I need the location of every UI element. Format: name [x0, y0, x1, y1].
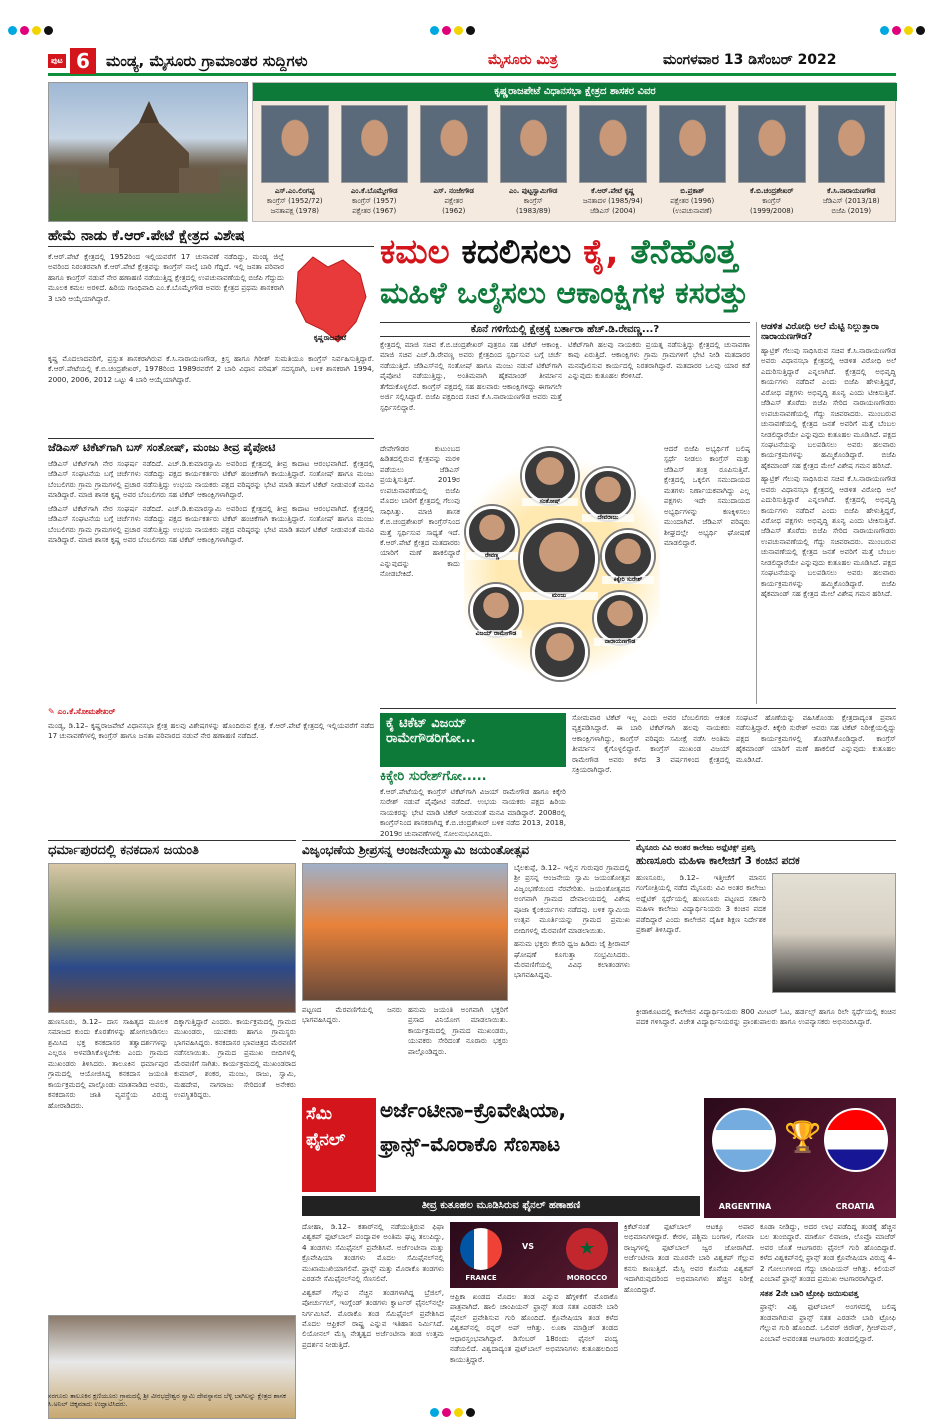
masthead: ಮೈಸೂರು ಮಿತ್ರ	[488, 52, 558, 68]
temple-icon	[49, 83, 249, 223]
athletes-photo	[772, 873, 896, 993]
procession-photo	[302, 863, 508, 1001]
athletics-kicker: ಮೈಸೂರು ವಿವಿ ಅಂತರ ಕಾಲೇಜು ಅಥ್ಲೆಟಿಕ್ಸ್ ಪ್ರಶಸ್ತಿ	[636, 843, 756, 852]
athletics-story	[636, 840, 896, 1094]
legislator-party: ಜನತಾದಳ (1985/94)	[582, 197, 643, 205]
narayana-body	[761, 346, 896, 692]
worldcup-paragraph-3: ಆಫ್ರಿಕಾ ಖಂಡದ ಮೊದಲ ತಂಡ ಎನ್ನುವ ಹೆಗ್ಗಳಿಕೆಗೆ ಮೊರಾಕೊ ಪಾತ್ರವಾಗಿದೆ. ಹಾಲಿ ಚಾಂಪಿಯನ್ ಫ್ರಾನ್ಸ್ ತಂಡ ಸತತ ಎರಡನೇ ಬಾರಿ ಫೈನಲ್ ಪ್ರವೇಶಿಸುವ ಗುರಿ ಹೊಂದಿದೆ. ಕ್ರೊವೇಷಿಯಾ ತಂಡ ಕಳೆದ ವಿಶ್ವಕಪ್‌ನಲ್ಲಿ ರನ್ನರ್ ಅಪ್ ಆಗಿತ್ತು. ಲೂಕಾ ಮಾಡ್ರಿಚ್ ತಂಡದ ಆಧಾರಸ್ತಂಭವಾಗಿದ್ದಾರೆ. ಡಿಸೆಂಬರ್ 18ರಂದು ಫೈನಲ್ ಪಂದ್ಯ ನಡೆಯಲಿದೆ. ವಿಶ್ವದಾದ್ಯಂತ ಫುಟ್‌ಬಾಲ್ ಅಭಿಮಾನಿಗಳು ಕುತೂಹಲದಿಂದ ಕಾಯುತ್ತಿದ್ದಾರೆ.	[450, 1292, 618, 1364]
athletics-title: ಹುಣಸೂರು ಮಹಿಳಾ ಕಾಲೇಜಿಗೆ 3 ಕಂಚಿನ ಪದಕ	[636, 855, 800, 867]
legislators-strip	[252, 82, 896, 222]
congress-headline	[380, 713, 566, 767]
semi-tag: ಸೆಮಿ	[306, 1104, 332, 1124]
worldcup-body-3	[450, 1292, 618, 1402]
santhosh-box	[48, 438, 374, 778]
lead-headline	[380, 232, 896, 318]
worldcup-headline	[380, 1098, 700, 1192]
narayana-kicker: ಆಡಳಿತ ವಿರೋಧಿ ಅಲೆ ಮೆಟ್ಟಿ ನಿಲ್ಲುತ್ತಾರಾ ನಾರಾಯಣಗೌಡ?	[761, 322, 879, 342]
registration-marks-top	[430, 20, 478, 39]
legislator-photo	[738, 105, 806, 183]
legislator-party2: (1999/2008)	[750, 207, 794, 215]
candidate-label: ಸಂತೋಷ್	[522, 498, 578, 506]
hanuman-body-2	[408, 1005, 508, 1095]
history-body	[48, 252, 284, 352]
semi-final-tag	[302, 1098, 376, 1192]
lead-paragraph-1: ಕ್ಷೇತ್ರದಲ್ಲಿ ಮಾಜಿ ಸಚಿವ ಕೆ.ಬಿ.ಚಂದ್ರಶೇಖರ್ ಪುತ್ರರೂ ಸಹ ಟಿಕೆಟ್ ಆಕಾಂಕ್ಷಿ. ಮಾಜಿ ಸಚಿವ ಎಚ್.ಡಿ.ರೇವಣ್ಣ ಅವರು ಕ್ಷೇತ್ರದಿಂದ ಸ್ಪರ್ಧಿಸುವ ಬಗ್ಗೆ ಚರ್ಚೆ ನಡೆಯುತ್ತಿದೆ. ಜೆಡಿಎಸ್‌ನಲ್ಲಿ ಸಂತೋಷ್ ಹಾಗೂ ಮಂಜು ನಡುವೆ ಟಿಕೆಟ್‌ಗಾಗಿ ಪೈಪೋಟಿ ನಡೆಯುತ್ತಿದ್ದು, ಅಂತಿಮವಾಗಿ ಹೈಕಮಾಂಡ್ ತೀರ್ಮಾನ ತೆಗೆದುಕೊಳ್ಳಲಿದೆ. ಕಾಂಗ್ರೆಸ್ ಪಕ್ಷದಲ್ಲಿ ಸಹ ಹಲವಾರು ಆಕಾಂಕ್ಷಿಗಳಿದ್ದು ಈಗಾಗಲೇ ಅರ್ಜಿ ಸಲ್ಲಿಸಿದ್ದಾರೆ. ಬಿಜೆಪಿ ಪಕ್ಷದಿಂದ ಸಚಿವ ಕೆ.ಸಿ.ನಾರಾಯಣಗೌಡ ಅವರು ಮತ್ತೆ ಸ್ಪರ್ಧಿಸಲಿದ್ದಾರೆ.	[380, 340, 562, 412]
worldcup-paragraph-5: ಕೂಡಾ ನೀಡಿದ್ದು, ಅದರ ಲಾಭ ಪಡೆದಿದ್ದ ತಂಡಕ್ಕೆ ಹೆಚ್ಚಿನ ಬಲ ತುಂಬಿದ್ದಾರೆ. ಮಾರ್ಕೊ ಲಿವಾಜಾ, ಲೊವ್ರೊ ಮಾಜೆರ್ ಅವರ ಜೊತೆ ಆಟಗಾರರು ಫೈನಲ್ ಗುರಿ ಹೊಂದಿದ್ದಾರೆ. ಕಳೆದ ವಿಶ್ವಕಪ್‌ನಲ್ಲಿ ಫ್ರಾನ್ಸ್ ತಂಡ ಕ್ರೊವೇಷಿಯಾ ವಿರುದ್ಧ 4–2 ಗೋಲುಗಳಿಂದ ಗೆದ್ದು ಚಾಂಪಿಯನ್ ಆಗಿತ್ತು. ಕಿಲಿಯನ್ ಎಂಬಾಪೆ ಫ್ರಾನ್ಸ್ ತಂಡದ ಪ್ರಮುಖ ಆಟಗಾರರಾಗಿದ್ದಾರೆ.	[760, 1222, 896, 1284]
worldcup-subhead-2: ಸತತ 2ನೇ ಬಾರಿ ಟ್ರೋಫಿ ಜಯಿಸುವತ್ತ	[760, 1288, 859, 1298]
candidate-face	[594, 592, 646, 644]
france-morocco-graphic	[450, 1222, 618, 1288]
legislators-row	[257, 105, 893, 221]
worldcup-headline-2: ಫ್ರಾನ್ಸ್–ಮೊರಾಕೊ ಸೆಣಸಾಟ	[380, 1132, 561, 1156]
congress-headline-1: ಕೈ ಟಿಕೆಟ್ ವಿಜಯ್	[386, 716, 467, 731]
santhosh-paragraph: ಜೆಡಿಎಸ್ ಟಿಕೆಟ್‌ಗಾಗಿ ನೇರ ಸಂಘರ್ಷ ನಡೆದಿದೆ. ಎಚ್.ಡಿ.ಕುಮಾರಸ್ವಾಮಿ ಅವರಿಂದ ಕ್ಷೇತ್ರದಲ್ಲಿ ತೀವ್ರ ಕಾದಾಟ ಆರಂಭವಾಗಿದೆ. ಕ್ಷೇತ್ರದಲ್ಲಿ ಜೆಡಿಎಸ್ ಸಂಘಟನೆಯ ಬಗ್ಗೆ ಚರ್ಚೆಗಳು ನಡೆದಿದ್ದು ಪಕ್ಷದ ಕಾರ್ಯಕರ್ತರು ಟಿಕೆಟ್ ಹಂಚಿಕೆಗಾಗಿ ಕಾಯುತ್ತಿದ್ದಾರೆ. ಸಂತೋಷ್ ಹಾಗೂ ಮಂಜು ಬೆಂಬಲಿಗರು ಗ್ರಾಮ ಗ್ರಾಮಗಳಲ್ಲಿ ಪ್ರಚಾರ ನಡೆಸುತ್ತಿದ್ದು ಉಭಯ ನಾಯಕರು ಪಕ್ಷದ ವರಿಷ್ಠರನ್ನು ಭೇಟಿ ಮಾಡಿ ತಮಗೆ ಟಿಕೆಟ್ ನೀಡುವಂತೆ ಮನವಿ ಮಾಡಿದ್ದಾರೆ. ಮಾಜಿ ಶಾಸಕ ಕೃಷ್ಣ ಅವರ ಬೆಂಬಲಿಗರು ಸಹ ಟಿಕೆಟ್ ಆಕಾಂಕ್ಷಿಗಳಾಗಿದ್ದಾರೆ.	[48, 459, 374, 500]
legislator-card	[734, 105, 810, 221]
legislator-name: ಎಸ್.ಎಂ.ಲಿಂಗಪ್ಪ	[274, 187, 315, 195]
legislator-card	[416, 105, 492, 221]
candidate-face	[582, 468, 634, 520]
legislator-party: ಕಾಂಗ್ರೆಸ್ (1952/72)	[266, 197, 323, 205]
congress-body-3	[736, 713, 896, 837]
team-3-label: FRANCE	[465, 1274, 497, 1282]
hanuman-caption	[302, 1005, 402, 1095]
map-label: ಕೃಷ್ಣರಾಜಪೇಟೆ	[313, 334, 347, 342]
headline-word-kai: ಕೈ,	[583, 232, 619, 272]
santhosh-paragraph-repeat: ಜೆಡಿಎಸ್ ಟಿಕೆಟ್‌ಗಾಗಿ ನೇರ ಸಂಘರ್ಷ ನಡೆದಿದೆ. ಎಚ್.ಡಿ.ಕುಮಾರಸ್ವಾಮಿ ಅವರಿಂದ ಕ್ಷೇತ್ರದಲ್ಲಿ ತೀವ್ರ ಕಾದಾಟ ಆರಂಭವಾಗಿದೆ. ಕ್ಷೇತ್ರದಲ್ಲಿ ಜೆಡಿಎಸ್ ಸಂಘಟನೆಯ ಬಗ್ಗೆ ಚರ್ಚೆಗಳು ನಡೆದಿದ್ದು ಪಕ್ಷದ ಕಾರ್ಯಕರ್ತರು ಟಿಕೆಟ್ ಹಂಚಿಕೆಗಾಗಿ ಕಾಯುತ್ತಿದ್ದಾರೆ. ಸಂತೋಷ್ ಹಾಗೂ ಮಂಜು ಬೆಂಬಲಿಗರು ಗ್ರಾಮ ಗ್ರಾಮಗಳಲ್ಲಿ ಪ್ರಚಾರ ನಡೆಸುತ್ತಿದ್ದು ಉಭಯ ನಾಯಕರು ಪಕ್ಷದ ವರಿಷ್ಠರನ್ನು ಭೇಟಿ ಮಾಡಿ ತಮಗೆ ಟಿಕೆಟ್ ನೀಡುವಂತೆ ಮನವಿ ಮಾಡಿದ್ದಾರೆ. ಮಾಜಿ ಶಾಸಕ ಕೃಷ್ಣ ಅವರ ಬೆಂಬಲಿಗರು ಸಹ ಟಿಕೆಟ್ ಆಕಾಂಕ್ಷಿಗಳಾಗಿದ್ದಾರೆ.	[48, 503, 374, 545]
congress-paragraph-2: ಸೋಮವಾರ ಟಿಕೆಟ್ ಇಲ್ಲ ಎಂದು ಅವರ ಬೆಂಬಲಿಗರು ಆತಂಕ ವ್ಯಕ್ತಪಡಿಸಿದ್ದಾರೆ. ಈ ಬಾರಿ ಟಿಕೆಟ್‌ಗಾಗಿ ಹಲವು ನಾಯಕರು ಆಕಾಂಕ್ಷಿಗಳಾಗಿದ್ದು, ಕಾಂಗ್ರೆಸ್ ವರಿಷ್ಠರು ಸಮೀಕ್ಷೆ ನಡೆಸಿ ಅಂತಿಮ ತೀರ್ಮಾನ ಕೈಗೊಳ್ಳಲಿದ್ದಾರೆ. ಕಾಂಗ್ರೆಸ್ ಮುಖಂಡ ವಿಜಯ್ ರಾಮೇಗೌಡ ಅವರು ಕಳೆದ 3 ವರ್ಷಗಳಿಂದ ಕ್ಷೇತ್ರದಲ್ಲಿ ಸಕ್ರಿಯರಾಗಿದ್ದಾರೆ.	[572, 713, 730, 775]
croatia-flag-icon	[824, 1108, 888, 1172]
trophy-icon: 🏆	[784, 1120, 822, 1155]
legislator-photo	[818, 105, 886, 183]
byline-text: ಎಂ.ಕೆ.ಸೋಮಶೇಖರ್	[57, 707, 116, 716]
legislators-title: ಕೃಷ್ಣರಾಜಪೇಟೆ ವಿಧಾನಸಭಾ ಕ್ಷೇತ್ರದ ಶಾಸಕರ ವಿವರ	[253, 83, 897, 101]
pen-icon: ✎	[48, 707, 58, 716]
kanaka-body-2	[174, 1017, 296, 1309]
issue-date: ಮಂಗಳವಾರ 13 ಡಿಸೆಂಬರ್ 2022	[663, 52, 837, 68]
vs-label: VS	[522, 1242, 534, 1251]
legislator-party: ಕಾಂಗ್ರೆಸ್	[762, 197, 782, 205]
legislator-photo	[261, 105, 329, 183]
santhosh-paragraph-2: ಮಂಡ್ಯ, ಡಿ.12– ಕೃಷ್ಣರಾಜಪೇಟೆ ವಿಧಾನಸಭಾ ಕ್ಷೇತ್ರ ಹಲವು ವಿಶೇಷಗಳನ್ನು ಹೊಂದಿರುವ ಕ್ಷೇತ್ರ. ಕೆ.ಆರ್.ಪೇಟೆ ಕ್ಷೇತ್ರದಲ್ಲಿ ಇಲ್ಲಿಯವರೆಗೆ ನಡೆದ 17 ಚುನಾವಣೆಗಳಲ್ಲಿ ಕಾಂಗ್ರೆಸ್ ಹಾಗೂ ಜನತಾ ಪರಿವಾರದ ನಡುವೆ ನೇರ ಹಣಾಹಣಿ ನಡೆದಿದೆ.	[48, 721, 374, 741]
registration-marks-right	[880, 20, 928, 39]
registration-marks-bottom	[430, 1402, 478, 1421]
legislator-party2: (1962)	[442, 207, 466, 215]
candidate-face	[470, 584, 522, 636]
athletics-body-2	[636, 1007, 896, 1095]
kanaka-paragraph-2: ದಿಕ್ಕಾಗುತ್ತಿದ್ದಾರೆ ಎಂದರು. ಕಾರ್ಯಕ್ರಮದಲ್ಲಿ ಗ್ರಾಮದ ಮುಖಂಡರು, ಯುವಕರು ಹಾಗೂ ಗ್ರಾಮಸ್ಥರು ಭಾಗವಹಿಸಿದ್ದರು. ಕನಕದಾಸರ ಭಾವಚಿತ್ರದ ಮೆರವಣಿಗೆ ನಡೆಸಲಾಯಿತು. ಗ್ರಾಮದ ಪ್ರಮುಖ ಬೀದಿಗಳಲ್ಲಿ ಮೆರವಣಿಗೆ ಸಾಗಿತು. ಕಾರ್ಯಕ್ರಮದಲ್ಲಿ ಮುಖಂಡರಾದ ಕುಮಾರ್, ಶಂಕರ, ಮಂಜು, ರಾಜು, ಸ್ವಾಮಿ, ಮಹದೇವ, ನಾಗರಾಜು ಸೇರಿದಂತೆ ಅನೇಕರು ಉಪಸ್ಥಿತರಿದ್ದರು.	[174, 1017, 296, 1100]
candidate-label: ರೇವಣ್ಣ	[466, 552, 518, 560]
athletics-paragraph-2: ಕ್ರೀಡಾಕೂಟದಲ್ಲಿ ಕಾಲೇಜಿನ ವಿದ್ಯಾರ್ಥಿನಿಯರು 800 ಮೀಟರ್ ಓಟ, ಹರ್ಡಲ್ಸ್ ಹಾಗೂ ರಿಲೇ ಸ್ಪರ್ಧೆಯಲ್ಲಿ ಕಂಚಿನ ಪದಕ ಗಳಿಸಿದ್ದಾರೆ. ವಿಜೇತ ವಿದ್ಯಾರ್ಥಿನಿಯರನ್ನು ಪ್ರಾಂಶುಪಾಲರು ಹಾಗೂ ಉಪನ್ಯಾಸಕರು ಅಭಿನಂದಿಸಿದ್ದಾರೆ.	[636, 1007, 896, 1027]
legislator-card	[496, 105, 572, 221]
legislator-party2: ಜನತಾಪಕ್ಷ (1978)	[270, 207, 320, 215]
athletics-paragraph: ಹುಣಸೂರು, ಡಿ.12– ಇತ್ತೀಚೆಗೆ ಮಾನಸ ಗಂಗೋತ್ರಿಯಲ್ಲಿ ನಡೆದ ಮೈಸೂರು ವಿವಿ ಅಂತರ ಕಾಲೇಜು ಅಥ್ಲೆಟಿಕ್ ಸ್ಪರ್ಧೆಯಲ್ಲಿ ಹುಣಸೂರು ಪಟ್ಟಣದ ಸರ್ಕಾರಿ ಮಹಿಳಾ ಕಾಲೇಜು ವಿದ್ಯಾರ್ಥಿನಿಯರು 3 ಕಂಚಿನ ಪದಕ ಪಡೆದಿದ್ದಾರೆ ಎಂದು ಕಾಲೇಜಿನ ದೈಹಿಕ ಶಿಕ್ಷಣ ನಿರ್ದೇಶಕ ಪ್ರಕಾಶ್ ತಿಳಿಸಿದ್ದಾರೆ.	[636, 873, 766, 935]
legislator-name: ಕೆ.ಬಿ.ಚಂದ್ರಶೇಖರ್	[750, 187, 794, 195]
france-flag-icon	[460, 1228, 502, 1270]
registration-marks-left	[8, 20, 56, 39]
candidate-label: ಮಂಜು	[520, 592, 598, 600]
argentina-flag-icon	[712, 1108, 776, 1172]
temple-photo	[48, 82, 248, 222]
legislator-party2: ಪಕ್ಷೇತರ (1967)	[352, 207, 397, 215]
congress-headline-3: ಕಿಕ್ಕೇರಿ ಸುರೇಶ್‌ಗೋ.....	[380, 769, 487, 784]
congress-body	[380, 787, 566, 837]
kanaka-photo	[48, 863, 296, 1013]
hanuman-paragraph-1: ಬೈಲಕುಪ್ಪೆ, ಡಿ.12– ಇಲ್ಲಿನ ಗುರುಪುರ ಗ್ರಾಮದಲ್ಲಿ ಶ್ರೀ ಪ್ರಸನ್ನ ಆಂಜನೇಯ ಸ್ವಾಮಿ ಜಯಂತೋತ್ಸವ ವಿಜೃಂಭಣೆಯಿಂದ ನೆರವೇರಿತು. ಜಯಂತೋತ್ಸವದ ಅಂಗವಾಗಿ ಗ್ರಾಮದ ದೇವಾಲಯದಲ್ಲಿ ವಿಶೇಷ ಪೂಜಾ ಕೈಂಕರ್ಯಗಳು ನಡೆದವು. ಬಳಿಕ ಸ್ವಾಮಿಯ ಉತ್ಸವ ಮೂರ್ತಿಯನ್ನು ಗ್ರಾಮದ ಪ್ರಮುಖ ಬೀದಿಗಳಲ್ಲಿ ಮೆರವಣಿಗೆ ಮಾಡಲಾಯಿತು.	[514, 863, 630, 935]
legislator-name: ಎಸ್. ನಂಜೇಗೌಡ	[433, 187, 474, 195]
page-label: ಪುಟ	[48, 54, 66, 68]
hanuman-paragraph-2: ಹನುಮ ಜಯಂತಿ ಅಂಗವಾಗಿ ಭಕ್ತರಿಗೆ ಪ್ರಸಾದ ವಿನಿಯೋಗ ಮಾಡಲಾಯಿತು. ಕಾರ್ಯಕ್ರಮದಲ್ಲಿ ಗ್ರಾಮದ ಮುಖಂಡರು, ಯುವಕರು ಸೇರಿದಂತೆ ನೂರಾರು ಭಕ್ತರು ಪಾಲ್ಗೊಂಡಿದ್ದರು.	[408, 1005, 508, 1056]
morocco-flag-icon: ★	[566, 1228, 608, 1270]
legislator-card	[257, 105, 333, 221]
lead-body-3	[380, 444, 460, 702]
kanaka-body-1	[48, 1017, 168, 1309]
congress-paragraph-3: ಸಂಘಟನೆ ಹೊಣೆಯನ್ನು ವಹಿಸಿಕೊಂಡು ಕ್ಷೇತ್ರದಾದ್ಯಂತ ಪ್ರವಾಸ ನಡೆಸುತ್ತಿದ್ದಾರೆ. ಕಿಕ್ಕೇರಿ ಸುರೇಶ್ ಅವರು ಸಹ ಟಿಕೆಟ್ ನಿರೀಕ್ಷೆಯಲ್ಲಿದ್ದು ಪಕ್ಷದ ಕಾರ್ಯಕ್ರಮಗಳಲ್ಲಿ ತೊಡಗಿಸಿಕೊಂಡಿದ್ದಾರೆ. ಕಾಂಗ್ರೆಸ್ ಹೈಕಮಾಂಡ್ ಯಾರಿಗೆ ಮಣೆ ಹಾಕಲಿದೆ ಎನ್ನುವುದು ಕುತೂಹಲ ಮೂಡಿಸಿದೆ.	[736, 713, 896, 764]
candidate-face	[532, 624, 588, 680]
legislator-name: ಕೆ.ಆರ್.ಪೇಟೆ ಕೃಷ್ಣ	[591, 187, 635, 195]
legislator-photo	[659, 105, 727, 183]
worldcup-body-1	[302, 1222, 444, 1402]
legislator-party2: (1983/89)	[515, 207, 551, 215]
lead-headline-line-1	[380, 232, 896, 272]
history-paragraph-1: ಕೆ.ಆರ್.ಪೇಟೆ ಕ್ಷೇತ್ರದಲ್ಲಿ 1952ರಿಂದ ಇಲ್ಲಿಯವರೆಗೆ 17 ಚುನಾವಣೆ ನಡೆದಿದ್ದು, ಮಂಡ್ಯ ಜಿಲ್ಲೆ ಅವರಿಂದ ನಿರಂತರವಾಗಿ ಕೆ.ಆರ್.ಪೇಟೆ ಕ್ಷೇತ್ರವನ್ನು ಕಾಂಗ್ರೆಸ್ ನಾಲ್ಕೆ ಬಾರಿ ಗೆದ್ದಿದೆ. ಇಲ್ಲಿ ಜನತಾ ಪರಿವಾರ ಹಾಗೂ ಕಾಂಗ್ರೆಸ್ ನಡುವೆ ನೇರ ಹಣಾಹಣಿ ನಡೆಯುತ್ತಿದ್ದ ಕ್ಷೇತ್ರದಲ್ಲಿ ಉಪಚುನಾವಣೆಯಲ್ಲಿ ಬಿಜೆಪಿ ಗೆದ್ದುದು ಮೂಲಕ ಕಮಲ ಅರಳಿದೆ. ಹಿರಿಯ ಗಾಂಧಿವಾದಿ ಎಂ.ಕೆ.ಬೊಮ್ಮೇಗೌಡ ಅವರು ಕ್ಷೇತ್ರದ ಪ್ರಥಮ ಶಾಸಕರಾಗಿ 3 ಬಾರಿ ಆಯ್ಕೆಯಾಗಿದ್ದಾರೆ.	[48, 252, 284, 303]
congress-body-2	[572, 713, 730, 837]
narayana-column	[756, 322, 896, 704]
santhosh-body	[48, 459, 374, 699]
candidate-label: ನಾರಾಯಣಗೌಡ	[594, 638, 646, 646]
procession-caption: ಪಟ್ಟಣದ ಮೆರವಣಿಗೆಯಲ್ಲಿ ಜನರು ಭಾಗವಹಿಸಿದ್ದರು.	[302, 1005, 402, 1025]
team-4-label: MOROCCO	[566, 1274, 608, 1282]
headline-word-tene: ತೆನೆಹೊತ್ತ	[630, 232, 738, 272]
lead-paragraph-3: ದೇವೇಗೌಡರ ಕುಟುಂಬದ ಹಿಡಿತದಲ್ಲಿರುವ ಕ್ಷೇತ್ರವನ್ನು ಮರಳಿ ಪಡೆಯಲು ಜೆಡಿಎಸ್ ಪ್ರಯತ್ನಿಸುತ್ತಿದೆ. 2019ರ ಉಪಚುನಾವಣೆಯಲ್ಲಿ ಬಿಜೆಪಿ ಮೊದಲ ಬಾರಿಗೆ ಕ್ಷೇತ್ರದಲ್ಲಿ ಗೆಲುವು ಸಾಧಿಸಿತ್ತು. ಮಾಜಿ ಶಾಸಕ ಕೆ.ಬಿ.ಚಂದ್ರಶೇಖರ್ ಕಾಂಗ್ರೆಸ್‌ನಿಂದ ಮತ್ತೆ ಸ್ಪರ್ಧಿಸುವ ಸಾಧ್ಯತೆ ಇದೆ. ಕೆ.ಆರ್.ಪೇಟೆ ಕ್ಷೇತ್ರದ ಮತದಾರರು ಯಾರಿಗೆ ಮಣೆ ಹಾಕಲಿದ್ದಾರೆ ಎನ್ನುವುದನ್ನು ಕಾದು ನೋಡಬೇಕಿದೆ.	[380, 444, 460, 579]
candidate-collage	[464, 444, 660, 694]
worldcup-paragraph-1: ದೋಹಾ, ಡಿ.12– ಕತಾರ್‌ನಲ್ಲಿ ನಡೆಯುತ್ತಿರುವ ಫಿಫಾ ವಿಶ್ವಕಪ್ ಫುಟ್‌ಬಾಲ್ ಪಂದ್ಯಾವಳಿ ಅಂತಿಮ ಘಟ್ಟ ತಲುಪಿದ್ದು, 4 ತಂಡಗಳು ಸೆಮಿಫೈನಲ್ ಪ್ರವೇಶಿಸಿವೆ. ಅರ್ಜೆಂಟೀನಾ ಮತ್ತು ಕ್ರೊವೇಷಿಯಾ ತಂಡಗಳು ಮೊದಲ ಸೆಮಿಫೈನಲ್‌ನಲ್ಲಿ ಮುಖಾಮುಖಿಯಾಗಲಿವೆ. ಫ್ರಾನ್ಸ್ ಮತ್ತು ಮೊರಾಕೊ ತಂಡಗಳು ಎರಡನೇ ಸೆಮಿಫೈನಲ್‌ನಲ್ಲಿ ಸೆಣಸಲಿವೆ.	[302, 1222, 444, 1284]
collage-faces	[464, 444, 660, 694]
lead-story	[380, 322, 750, 704]
hanuman-story	[302, 840, 630, 1094]
candidate-label: ದೇವರಾಜು	[582, 514, 634, 522]
legislator-party2: ಜೆಡಿಎಸ್ (2004)	[590, 207, 636, 215]
byline	[48, 707, 115, 717]
hanuman-title: ವಿಜೃಂಭಣೆಯ ಶ್ರೀಪ್ರಸನ್ನ ಆಂಜನೇಯಸ್ವಾಮಿ ಜಯಂತೋತ್ಸವ	[302, 843, 530, 857]
lead-kicker: ಕೊನೆ ಗಳಿಗೆಯಲ್ಲಿ ಕ್ಷೇತ್ರಕ್ಕೆ ಬರ್ತಾರಾ ಹೆಚ್.ಡಿ.ರೇವಣ್ಣ...?	[380, 322, 750, 337]
candidate-face	[602, 530, 654, 582]
narayana-paragraph-repeat: ಹ್ಯಾಟ್ರಿಕ್ ಗೆಲುವು ಸಾಧಿಸಿರುವ ಸಚಿವ ಕೆ.ಸಿ.ನಾರಾಯಣಗೌಡ ಅವರು ವಿಧಾನಸಭಾ ಕ್ಷೇತ್ರದಲ್ಲಿ ಆಡಳಿತ ವಿರೋಧಿ ಅಲೆ ಎದುರಿಸುತ್ತಿದ್ದಾರೆ ಎನ್ನಲಾಗಿದೆ. ಕ್ಷೇತ್ರದಲ್ಲಿ ಅಭಿವೃದ್ಧಿ ಕಾರ್ಯಗಳು ನಡೆದಿವೆ ಎಂದು ಬಿಜೆಪಿ ಹೇಳುತ್ತಿದ್ದರೆ, ವಿರೋಧ ಪಕ್ಷಗಳು ಅಭಿವೃದ್ಧಿ ಶೂನ್ಯ ಎಂದು ಟೀಕಿಸುತ್ತಿವೆ. ಜೆಡಿಎಸ್ ತೊರೆದು ಬಿಜೆಪಿ ಸೇರಿದ ನಾರಾಯಣಗೌಡರು ಉಪಚುನಾವಣೆಯಲ್ಲಿ ಗೆದ್ದು ಸಚಿವರಾದರು. ಮುಂಬರುವ ಚುನಾವಣೆಯಲ್ಲಿ ಕ್ಷೇತ್ರದ ಜನತೆ ಅವರಿಗೆ ಮತ್ತೆ ಬೆಂಬಲ ನೀಡಲಿದ್ದಾರೆಯೇ ಎನ್ನುವುದು ಕುತೂಹಲ ಮೂಡಿಸಿದೆ. ಪಕ್ಷದ ಸಂಘಟನೆಯನ್ನು ಬಲಪಡಿಸಲು ಅವರು ಹಲವಾರು ಕಾರ್ಯಕ್ರಮಗಳನ್ನು ಹಮ್ಮಿಕೊಂಡಿದ್ದಾರೆ. ಬಿಜೆಪಿ ಹೈಕಮಾಂಡ್ ಸಹ ಕ್ಷೇತ್ರದ ಮೇಲೆ ವಿಶೇಷ ಗಮನ ಹರಿಸಿದೆ.	[761, 474, 896, 599]
legislator-party2: (ಉಪಚುನಾವಣೆ)	[672, 207, 712, 215]
team-1-label: ARGENTINA	[718, 1202, 772, 1211]
worldcup-headline-1: ಅರ್ಜೆಂಟೀನಾ–ಕ್ರೊವೇಷಿಯಾ,	[380, 1098, 567, 1122]
hanuman-body-1	[514, 863, 630, 1095]
legislator-party: ಪಕ್ಷೇತರ (1996)	[670, 197, 715, 205]
legislator-name: ಬಿ.ಪ್ರಕಾಶ್	[680, 187, 705, 195]
legislator-name: ಕೆ.ಸಿ.ನಾರಾಯಣಗೌಡ	[827, 187, 876, 195]
santhosh-title: ಜೆಡಿಎಸ್ ಟಿಕೆಟ್‌ಗಾಗಿ ಬಸ್ ಸಂತೋಷ್, ಮಂಜು ತೀವ್ರ ಪೈಪೋಟಿ	[48, 441, 276, 454]
kanaka-paragraph-1: ಹುಣಸೂರು, ಡಿ.12– ದಾಸ ಸಾಹಿತ್ಯದ ಮೂಲಕ ಸಮಾಜದ ಕುಂದು ಕೊರತೆಗಳನ್ನು ಹೋಗಲಾಡಿಸಲು ಶ್ರಮಿಸಿದ ಭಕ್ತ ಕನಕದಾಸರ ತತ್ವಾದರ್ಶಗಳನ್ನು ಎಲ್ಲರೂ ಅಳವಡಿಸಿಕೊಳ್ಳಬೇಕು ಎಂದು ಗ್ರಾಮದ ಮುಖಂಡರು ತಿಳಿಸಿದರು. ತಾಲೂಕಿನ ಧರ್ಮಾಪುರ ಗ್ರಾಮದಲ್ಲಿ ಆಯೋಜಿಸಿದ್ದ ಕನಕದಾಸ ಜಯಂತಿ ಕಾರ್ಯಕ್ರಮದಲ್ಲಿ ಪಾಲ್ಗೊಂಡು ಮಾತನಾಡಿದ ಅವರು, ಕನಕದಾಸರು ಜಾತಿ ವ್ಯವಸ್ಥೆಯ ವಿರುದ್ಧ ಹೋರಾಡಿದರು.	[48, 1017, 168, 1110]
hanuman-paragraph-3: ಹನುಮ ಭಕ್ತರು ಕೇಸರಿ ಧ್ವಜ ಹಿಡಿದು ಜೈ ಶ್ರೀರಾಮ್ ಘೋಷಣೆ ಕೂಗುತ್ತಾ ಸಂಭ್ರಮಿಸಿದರು. ಮೆರವಣಿಗೆಯಲ್ಲಿ ವಿವಿಧ ಕಲಾತಂಡಗಳು ಭಾಗವಹಿಸಿದ್ದವು.	[514, 939, 630, 980]
legislator-photo	[420, 105, 488, 183]
lead-body-4	[664, 444, 750, 702]
legislator-party2: ಬಿಜೆಪಿ (2019)	[831, 207, 872, 215]
final-tag: ಫೈನಲ್	[306, 1130, 346, 1150]
worldcup-graphic	[704, 1098, 896, 1218]
congress-paragraph: ಕೆ.ಆರ್.ಪೇಟೆಯಲ್ಲಿ ಕಾಂಗ್ರೆಸ್ ಟಿಕೆಟ್‌ಗಾಗಿ ವಿಜಯ್ ರಾಮೇಗೌಡ ಹಾಗೂ ಕಿಕ್ಕೇರಿ ಸುರೇಶ್ ನಡುವೆ ಪೈಪೋಟಿ ನಡೆದಿದೆ. ಉಭಯ ನಾಯಕರು ಪಕ್ಷದ ಹಿರಿಯ ನಾಯಕರನ್ನು ಭೇಟಿ ಮಾಡಿ ಟಿಕೆಟ್ ನೀಡುವಂತೆ ಮನವಿ ಮಾಡಿದ್ದಾರೆ. 2008ರಲ್ಲಿ ಕಾಂಗ್ರೆಸ್‌ನಿಂದ ಶಾಸಕರಾಗಿದ್ದ ಕೆ.ಬಿ.ಚಂದ್ರಶೇಖರ್ ಬಳಿಕ ನಡೆದ 2013, 2018, 2019ರ ಚುನಾವಣೆಗಳಲ್ಲಿ ಸೋಲನುಭವಿಸಿದ್ದರು.	[380, 787, 566, 837]
legislator-party: ಪಕ್ಷೇತರ	[444, 197, 463, 205]
legislator-card	[337, 105, 413, 221]
candidate-face	[520, 520, 598, 598]
candidate-face	[522, 448, 578, 504]
congress-headline-2: ರಾಮೇಗೌಡರಿಗೋ...	[386, 731, 476, 746]
garland-caption: ಸರಗೂರು ತಾಲೂಕಿನ ಕ್ಷಣಿಯೂರು ಗ್ರಾಮದಲ್ಲಿ ಶ್ರೀ ವೀರಭದ್ರೇಶ್ವರ ಸ್ವಾಮಿ ದೇವಸ್ಥಾನದ ಬೆಳ್ಳಿ ಬಾಗಿಲನ್ನು ಕ್ಷೇತ್ರದ ಶಾಸಕ ಸಿ.ಅನಿಲ್ ಚಿಕ್ಕಮಾದು ಉದ್ಘಾಟಿಸಿದರು.	[48, 1392, 286, 1409]
athletics-body	[636, 873, 766, 1003]
headline-word-kamala: ಕಮಲ	[380, 232, 450, 272]
history-paragraph-2: ಕೃಷ್ಣ ಮೊದಲಾದವರಿಗೆ, ಪ್ರಸ್ತುತ ಶಾಸಕರಾಗಿರುವ ಕೆ.ಸಿ.ನಾರಾಯಣಗೌಡ, ಕ್ರಿಸ್ತ ಹಾಗೂ ಗಿರೀಶ್ ಸುಮತಿಯೂ ಕಾಂಗ್ರೆಸ್ ನಿರ್ವಹಿಸುತ್ತಿದ್ದಾರೆ. ಕೆ.ಆರ್.ಪೇಟೆಯಲ್ಲಿ ಕೆ.ಬಿ.ಚಂದ್ರಶೇಖರ್, 1978ರಿಂದ 1989ರವರೆಗೆ 2 ಬಾರಿ ವಿಧಾನ ಪರಿಷತ್ ಸದಸ್ಯರಾಗಿ, ಬಳಿಕ ಶಾಸಕರಾಗಿ 1994, 2000, 2006, 2012 ಒಟ್ಟು 4 ಬಾರಿ ಆಯ್ಕೆಯಾಗಿದ್ದಾರೆ.	[48, 354, 374, 384]
legislator-party: ಕಾಂಗ್ರೆಸ್	[523, 197, 543, 205]
headline-word-kadalisalu: ಕದಲಿಸಲು	[461, 232, 572, 272]
worldcup-story	[302, 1222, 896, 1402]
page-number: 6	[70, 48, 96, 74]
legislator-photo	[500, 105, 568, 183]
history-body-2	[48, 354, 374, 434]
lead-body-2	[568, 340, 750, 440]
legislator-card	[655, 105, 731, 221]
worldcup-paragraph-6: ಫ್ರಾನ್ಸ್: ವಿಶ್ವ ಫುಟ್‌ಬಾಲ್ ಅಂಗಳದಲ್ಲಿ ಬಲಿಷ್ಠ ತಂಡವಾಗಿರುವ ಫ್ರಾನ್ಸ್ ಸತತ ಎರಡನೇ ಬಾರಿ ಟ್ರೋಫಿ ಗೆಲ್ಲುವ ಗುರಿ ಹೊಂದಿದೆ. ಒಲಿವರ್ ಜಿರೌಡ್, ಗ್ರೀಜ್‌ಮನ್, ಎಂಬಾಪೆ ಅವರಂತಹ ಆಟಗಾರರು ತಂಡದಲ್ಲಿದ್ದಾರೆ.	[760, 1302, 896, 1343]
worldcup-banner	[302, 1098, 896, 1220]
legislator-name: ಎಂ. ಪುಟ್ಟಸ್ವಾಮಿಗೌಡ	[509, 187, 558, 195]
worldcup-paragraph-2: ವಿಶ್ವಕಪ್ ಗೆಲ್ಲುವ ನೆಚ್ಚಿನ ತಂಡಗಳಾಗಿದ್ದ ಬ್ರೆಜಿಲ್, ಪೋರ್ಚುಗಲ್, ಇಂಗ್ಲೆಂಡ್ ತಂಡಗಳು ಕ್ವಾರ್ಟರ್ ಫೈನಲ್‌ನಲ್ಲೇ ನಿರ್ಗಮಿಸಿವೆ. ಮೊರಾಕೊ ತಂಡ ಸೆಮಿಫೈನಲ್ ಪ್ರವೇಶಿಸಿದ ಮೊದಲ ಆಫ್ರಿಕನ್ ರಾಷ್ಟ್ರ ಎನ್ನುವ ಇತಿಹಾಸ ನಿರ್ಮಿಸಿದೆ. ಲಿಯೋನಲ್ ಮೆಸ್ಸಿ ನೇತೃತ್ವದ ಅರ್ಜೆಂಟೀನಾ ತಂಡ ಉತ್ತಮ ಪ್ರದರ್ಶನ ನೀಡುತ್ತಿದೆ.	[302, 1287, 444, 1349]
worldcup-body-4b	[624, 1222, 754, 1402]
legislator-name: ಎಂ.ಕೆ.ಬೊಮ್ಮೇಗೌಡ	[350, 187, 398, 195]
worldcup-body-5	[760, 1222, 896, 1402]
narayana-paragraph: ಹ್ಯಾಟ್ರಿಕ್ ಗೆಲುವು ಸಾಧಿಸಿರುವ ಸಚಿವ ಕೆ.ಸಿ.ನಾರಾಯಣಗೌಡ ಅವರು ವಿಧಾನಸಭಾ ಕ್ಷೇತ್ರದಲ್ಲಿ ಆಡಳಿತ ವಿರೋಧಿ ಅಲೆ ಎದುರಿಸುತ್ತಿದ್ದಾರೆ ಎನ್ನಲಾಗಿದೆ. ಕ್ಷೇತ್ರದಲ್ಲಿ ಅಭಿವೃದ್ಧಿ ಕಾರ್ಯಗಳು ನಡೆದಿವೆ ಎಂದು ಬಿಜೆಪಿ ಹೇಳುತ್ತಿದ್ದರೆ, ವಿರೋಧ ಪಕ್ಷಗಳು ಅಭಿವೃದ್ಧಿ ಶೂನ್ಯ ಎಂದು ಟೀಕಿಸುತ್ತಿವೆ. ಜೆಡಿಎಸ್ ತೊರೆದು ಬಿಜೆಪಿ ಸೇರಿದ ನಾರಾಯಣಗೌಡರು ಉಪಚುನಾವಣೆಯಲ್ಲಿ ಗೆದ್ದು ಸಚಿವರಾದರು. ಮುಂಬರುವ ಚುನಾವಣೆಯಲ್ಲಿ ಕ್ಷೇತ್ರದ ಜನತೆ ಅವರಿಗೆ ಮತ್ತೆ ಬೆಂಬಲ ನೀಡಲಿದ್ದಾರೆಯೇ ಎನ್ನುವುದು ಕುತೂಹಲ ಮೂಡಿಸಿದೆ. ಪಕ್ಷದ ಸಂಘಟನೆಯನ್ನು ಬಲಪಡಿಸಲು ಅವರು ಹಲವಾರು ಕಾರ್ಯಕ್ರಮಗಳನ್ನು ಹಮ್ಮಿಕೊಂಡಿದ್ದಾರೆ. ಬಿಜೆಪಿ ಹೈಕಮಾಂಡ್ ಸಹ ಕ್ಷೇತ್ರದ ಮೇಲೆ ವಿಶೇಷ ಗಮನ ಹರಿಸಿದೆ.	[761, 346, 896, 470]
worldcup-paragraph-4: ಕ್ರಿಕೆಟ್‌ನಂತೆ ಫುಟ್‌ಬಾಲ್ ಆಟಕ್ಕೂ ಅಪಾರ ಅಭಿಮಾನಿಗಳಿದ್ದಾರೆ. ಕೇರಳ, ಪಶ್ಚಿಮ ಬಂಗಾಳ, ಗೋವಾ ರಾಜ್ಯಗಳಲ್ಲಿ ಫುಟ್‌ಬಾಲ್ ಜ್ವರ ಜೋರಾಗಿದೆ. ಅರ್ಜೆಂಟೀನಾ ತಂಡ ಮೂರನೇ ಬಾರಿ ವಿಶ್ವಕಪ್ ಗೆಲ್ಲುವ ಕನಸು ಕಾಣುತ್ತಿದೆ. ಮೆಸ್ಸಿ ಅವರ ಕೊನೆಯ ವಿಶ್ವಕಪ್ ಇದಾಗಿರುವುದರಿಂದ ಅಭಿಮಾನಿಗಳು ಹೆಚ್ಚಿನ ನಿರೀಕ್ಷೆ ಹೊಂದಿದ್ದಾರೆ.	[624, 1222, 754, 1294]
lead-paragraph-2: ಟಿಕೆಟ್‌ಗಾಗಿ ಹಲವು ನಾಯಕರು ಪ್ರಯತ್ನ ನಡೆಸುತ್ತಿದ್ದು ಕ್ಷೇತ್ರದಲ್ಲಿ ಚುನಾವಣಾ ಕಾವು ಏರುತ್ತಿದೆ. ಆಕಾಂಕ್ಷಿಗಳು ಗ್ರಾಮ ಗ್ರಾಮಗಳಿಗೆ ಭೇಟಿ ನೀಡಿ ಮತದಾರರ ಮನವೊಲಿಸುವ ಕಾರ್ಯದಲ್ಲಿ ನಿರತರಾಗಿದ್ದಾರೆ. ಮತದಾರರ ಒಲವು ಯಾರ ಕಡೆ ಎನ್ನುವುದು ಕುತೂಹಲ ಕೆರಳಿಸಿದೆ.	[568, 340, 750, 381]
candidate-face	[466, 506, 518, 558]
santhosh-body-2	[48, 721, 374, 777]
kanaka-title: ಧರ್ಮಾಪುರದಲ್ಲಿ ಕನಕದಾಸ ಜಯಂತಿ	[48, 843, 199, 858]
lead-body-1	[380, 340, 562, 440]
legislator-card	[575, 105, 651, 221]
section-title: ಮಂಡ್ಯ, ಮೈಸೂರು ಗ್ರಾಮಾಂತರ ಸುದ್ದಿಗಳು	[106, 52, 308, 70]
page-header	[48, 48, 896, 76]
map-graphic	[288, 252, 372, 348]
legislator-photo	[341, 105, 409, 183]
kanaka-story	[48, 840, 296, 1392]
worldcup-subhead: ತೀವ್ರ ಕುತೂಹಲ ಮೂಡಿಸಿರುವ ಫೈನಲ್ ಹಣಾಹಣಿ	[302, 1196, 700, 1216]
history-title: ಹೇಮೆ ನಾಡು ಕೆ.ಆರ್.ಪೇಟೆ ಕ್ಷೇತ್ರದ ವಿಶೇಷ	[48, 228, 374, 247]
congress-box	[380, 708, 896, 836]
legislator-party: ಜೆಡಿಎಸ್ (2013/18)	[822, 197, 880, 205]
legislator-card	[814, 105, 890, 221]
lead-paragraph-4: ಆದರೆ ಬಿಜೆಪಿ ಅಭ್ಯರ್ಥಿಗೆ ಬಲಿಷ್ಠ ಸ್ಪರ್ಧೆ ನೀಡಲು ಕಾಂಗ್ರೆಸ್ ಮತ್ತು ಜೆಡಿಎಸ್ ತಂತ್ರ ರೂಪಿಸುತ್ತಿವೆ. ಕ್ಷೇತ್ರದಲ್ಲಿ ಒಕ್ಕಲಿಗ ಸಮುದಾಯದ ಮತಗಳು ನಿರ್ಣಾಯಕವಾಗಿದ್ದು ಎಲ್ಲ ಪಕ್ಷಗಳು ಇದೇ ಸಮುದಾಯದ ಅಭ್ಯರ್ಥಿಗಳನ್ನು ಕಣಕ್ಕಿಳಿಸಲು ಮುಂದಾಗಿವೆ. ಜೆಡಿಎಸ್ ವರಿಷ್ಠರು ಶೀಘ್ರದಲ್ಲೇ ಅಭ್ಯರ್ಥಿ ಘೋಷಣೆ ಮಾಡಲಿದ್ದಾರೆ.	[664, 444, 750, 547]
candidate-label: ವಿಜಯ್ ರಾಮೇಗೌಡ	[470, 630, 522, 638]
candidate-label: ಕಿಕ್ಕೇರಿ ಸುರೇಶ್	[602, 576, 654, 584]
legislator-party: ಕಾಂಗ್ರೆಸ್ (1957)	[351, 197, 397, 205]
lead-headline-line-2: ಮಹಿಳೆ ಒಲೈಸಲು ಆಕಾಂಕ್ಷಿಗಳ ಕಸರತ್ತು	[380, 276, 749, 311]
team-2-label: CROATIA	[835, 1202, 875, 1211]
history-box	[48, 228, 374, 436]
legislator-photo	[579, 105, 647, 183]
